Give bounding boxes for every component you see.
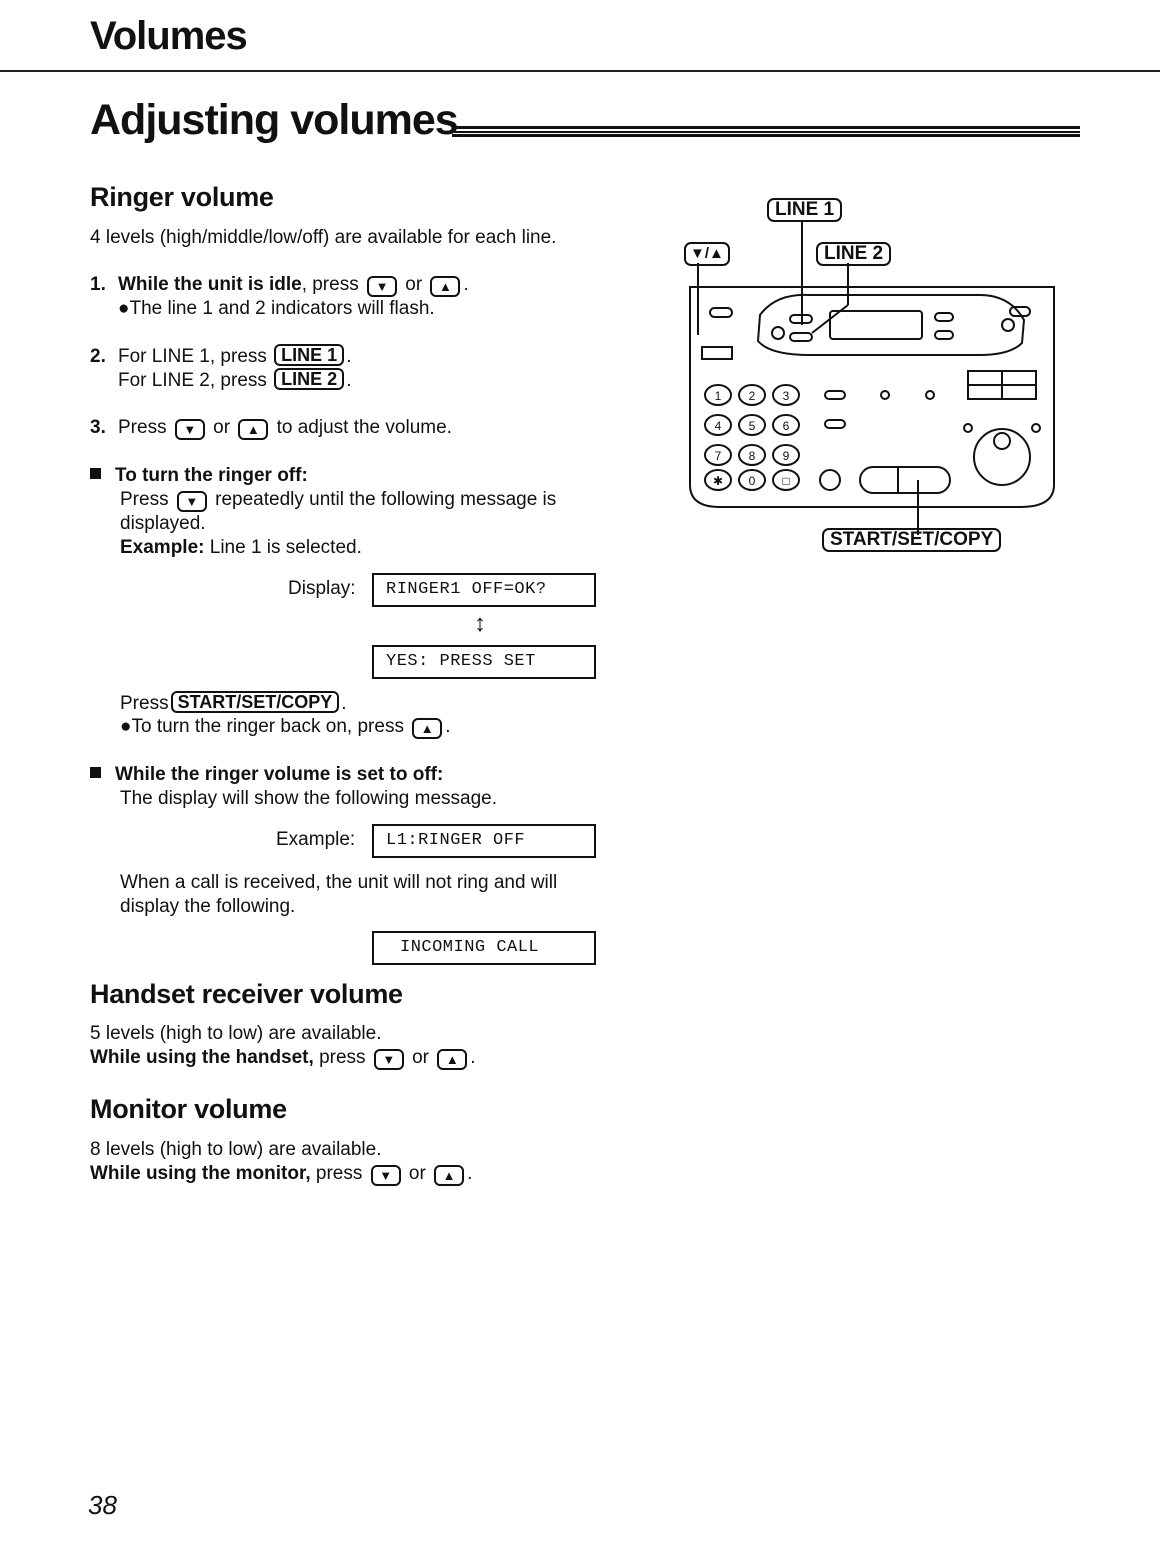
lcd-yes-press-set: YES: PRESS SET [372,645,596,679]
step-3 [90,416,452,440]
step-2 [90,344,351,369]
keypad-key-2: 2 [748,389,756,403]
turn-off-example [120,536,362,560]
call-text-1: When a call is received, the unit will not ring and will [120,872,558,893]
diagram-label-arrows: ▼/▲ [684,242,730,266]
ringer-intro: 4 levels (high/middle/low/off) are available for each line. [90,227,557,248]
turn-off-text [120,488,556,512]
square-bullet-icon [90,468,101,479]
step-1-bold: While the unit is idle [118,274,302,295]
page-title: Adjusting volumes [90,96,458,144]
title-rule [452,126,1080,137]
keypad-key-8: 8 [748,449,756,463]
turn-off-text-body: repeatedly until the following message is [215,489,557,510]
period: . [470,1047,476,1068]
lcd-incoming-call: INCOMING CALL [372,931,596,965]
down-arrow-key-icon: ▼ [374,1049,404,1070]
handset-bold: While using the handset, [90,1047,314,1068]
diagram-label-start: START/SET/COPY [822,528,1001,552]
up-arrow-key-icon: ▲ [434,1165,464,1186]
example-label: Example: [120,537,205,558]
section-header: Volumes [90,14,247,58]
ringer-heading: Ringer volume [90,182,274,212]
monitor-line1: 8 levels (high to low) are available. [90,1139,382,1160]
or-text: or [408,1163,426,1184]
back-on-text: ●To turn the ringer back on, press [120,716,404,737]
fax-unit-diagram [680,215,1070,535]
diagram-label-line1: LINE 1 [767,198,842,222]
step-2-line1-text: For LINE 1, press [118,346,267,367]
period: . [346,370,352,391]
example-label-2: Example: [276,829,356,850]
while-off-text: The display will show the following message. [120,788,498,809]
start-set-copy-key-label: START/SET/COPY [171,691,340,713]
step-2-line2-text: For LINE 2, press [118,370,267,391]
while-off-heading-text: While the ringer volume is set to off: [115,764,444,785]
up-arrow-key-icon: ▲ [238,419,268,440]
up-arrow-key-icon: ▲ [412,718,442,739]
press-start [120,691,347,716]
period: . [346,346,352,367]
down-arrow-key-icon: ▼ [177,491,207,512]
handset-heading: Handset receiver volume [90,979,403,1009]
down-arrow-key-icon: ▼ [367,276,397,297]
turn-off-text-2: displayed. [120,513,206,534]
period: . [445,716,451,737]
down-arrow-key-icon: ▼ [175,419,205,440]
or-text: or [405,274,423,295]
header-rule [0,70,1160,72]
handset-line2 [90,1046,476,1070]
monitor-bold: While using the monitor, [90,1163,311,1184]
lcd-ringer-off-status: L1:RINGER OFF [372,824,596,858]
period: . [341,693,347,714]
step-number: 1. [90,274,106,295]
page-number: 38 [88,1490,117,1520]
step-number: 3. [90,417,106,438]
lcd-ringer-off: RINGER1 OFF=OK? [372,573,596,607]
press-text: Press [120,489,169,510]
while-off-heading [90,763,443,787]
up-arrow-key-icon: ▲ [430,276,460,297]
or-text: or [412,1047,430,1068]
diagram-label-line2: LINE 2 [816,242,891,266]
down-arrow-key-icon: ▼ [371,1165,401,1186]
step-3-text-after: to adjust the volume. [276,417,452,438]
turn-off-heading [90,464,308,488]
press-text: press [319,1047,366,1068]
handset-line1: 5 levels (high to low) are available. [90,1023,382,1044]
call-text-2: display the following. [120,896,296,917]
press-text: press [315,1163,363,1184]
line2-key-label: LINE 2 [274,368,344,390]
keypad-key-9: 9 [782,449,790,463]
step-1-text: , press [301,274,359,295]
press-text: Press [120,693,169,714]
keypad-key-1: 1 [714,389,722,403]
or-text: or [213,417,231,438]
example-text: Line 1 is selected. [209,537,362,558]
keypad-key-3: 3 [782,389,790,403]
keypad-key-hash: □ [782,474,790,488]
keypad-key-6: 6 [782,419,790,433]
keypad-key-7: 7 [714,449,722,463]
keypad-key-star: ✱ [712,474,724,488]
period: . [463,274,469,295]
monitor-line2 [90,1162,472,1186]
period: . [467,1163,473,1184]
turn-off-heading-text: To turn the ringer off: [115,465,308,486]
square-bullet-icon [90,767,101,778]
up-arrow-key-icon: ▲ [437,1049,467,1070]
monitor-heading: Monitor volume [90,1094,287,1124]
step-3-text: Press [118,417,167,438]
display-label: Display: [288,578,356,599]
step-1 [90,273,469,297]
step-1-note: ●The line 1 and 2 indicators will flash. [118,298,435,319]
step-2-line2 [118,368,351,393]
step-number: 2. [90,346,106,367]
back-on [120,715,451,739]
keypad-key-5: 5 [748,419,756,433]
keypad-key-0: 0 [748,474,756,488]
line1-key-label: LINE 1 [274,344,344,366]
keypad-key-4: 4 [714,419,722,433]
updown-arrow-icon: ↕ [474,610,486,637]
